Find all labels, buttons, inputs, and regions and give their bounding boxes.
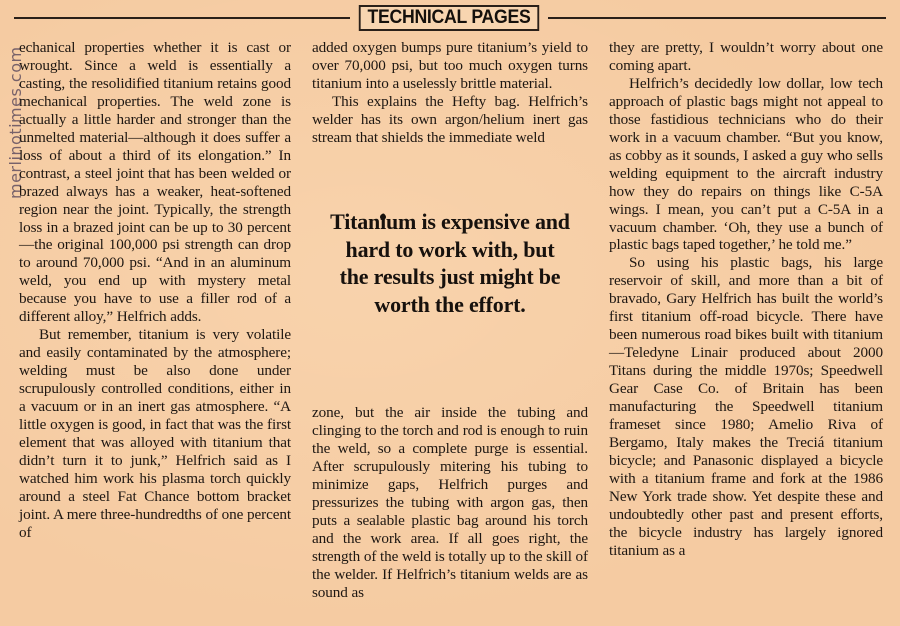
- header-rule-right: [548, 17, 886, 19]
- paragraph: added oxygen bumps pure titanium’s yield to over 70,000 psi, but too much oxygen turns titanium into a uselessly brittle material.: [312, 39, 588, 92]
- paragraph: But remember, titanium is very volatile and easily contaminated by the atmosphere; welding must be also done under scrupulously controlled conditions, either in a vacuum or in an inert gas atmosphere. “A little oxygen is good, in fact that was the first element that was alloyed with titanium that didn’t turn it to junk,” Helfrich said as I watched him work his plasma torch quickly around a steel Fat Chance bottom bracket joint. A mere three-hundredths of one percent of: [19, 326, 291, 541]
- paragraph: zone, but the air inside the tubing and clinging to the torch and rod is enough to ruin the weld, so a complete purge is essential. After scrupulously mitering his tubing to minimize gaps, Helfrich purges and pressurizes the tubing with argon gas, then puts a sealable plastic bag around his torch and the work area. If all goes right, the strength of the weld is totally up to the skill of the welder. If Helfrich’s titanium welds are as sound as: [312, 404, 588, 601]
- watermark-text: merlinotimes.com: [6, 46, 25, 200]
- section-title: TECHNICAL PAGES: [359, 5, 539, 31]
- column-3: [609, 39, 883, 560]
- pull-quote: Titanium is expensive and hard to work with, but the results just might be worth the effort.: [330, 209, 570, 317]
- paragraph: Helfrich’s decidedly low dollar, low tech approach of plastic bags might not appeal to those fastidious technicians who do their work in a vacuum chamber. “But you know, as cobby as it sounds, I asked a guy who sells welding equipment to the aircraft industry how they do repairs on things like C-5A wings. I mean, you can’t put a C-5A in a vacuum chamber. ‘Oh, they use a bunch of plastic bags taped together,’ he told me.”: [609, 74, 883, 254]
- column-2-top: [312, 39, 588, 147]
- column-1: [19, 39, 291, 542]
- column-2-bottom: [312, 404, 588, 601]
- paragraph: echanical properties whether it is cast or wrought. Since a weld is essentially a casting, the resolidified titanium retains good mechanical properties. The weld zone is actually a little harder and stronger than the unmelted material—although it does suffer a loss of about a third of its elongation.” In contrast, a steel joint that has been welded or brazed always has a weaker, heat-softened region near the joint. Typically, the strength loss in a brazed joint can be up to 30 percent—the original 100,000 psi strength can drop to around 70,000 psi. “And in an aluminum weld, you end up with mystery metal because you have to use a filler rod of a different alloy,” Helfrich adds.: [19, 39, 291, 326]
- header-rule-left: [14, 17, 350, 19]
- paragraph: So using his plastic bags, his large reservoir of skill, and more than a bit of bravado, Gary Helfrich has built the world’s first titanium off-road bicycle. There have been numerous road bikes built with titanium—Teledyne Linair produced about 2000 Titans during the middle 1970s; Speedwell Gear Case Co. of Britain has been manufacturing the Speedwell titanium frameset since 1980; Amelio Riva of Bergamo, Italy makes the Treciá titanium bicycle; and Panasonic displayed a bicycle with a titanium frame and fork at the 1986 New York trade show. Yet despite these and undoubtedly other past and present efforts, the bicycle industry has largely ignored titanium as a: [609, 254, 883, 559]
- paragraph: This explains the Hefty bag. Helfrich’s welder has its own argon/helium inert gas stream that shields the immediate weld: [312, 92, 588, 146]
- paragraph: they are pretty, I wouldn’t worry about one coming apart.: [609, 39, 883, 74]
